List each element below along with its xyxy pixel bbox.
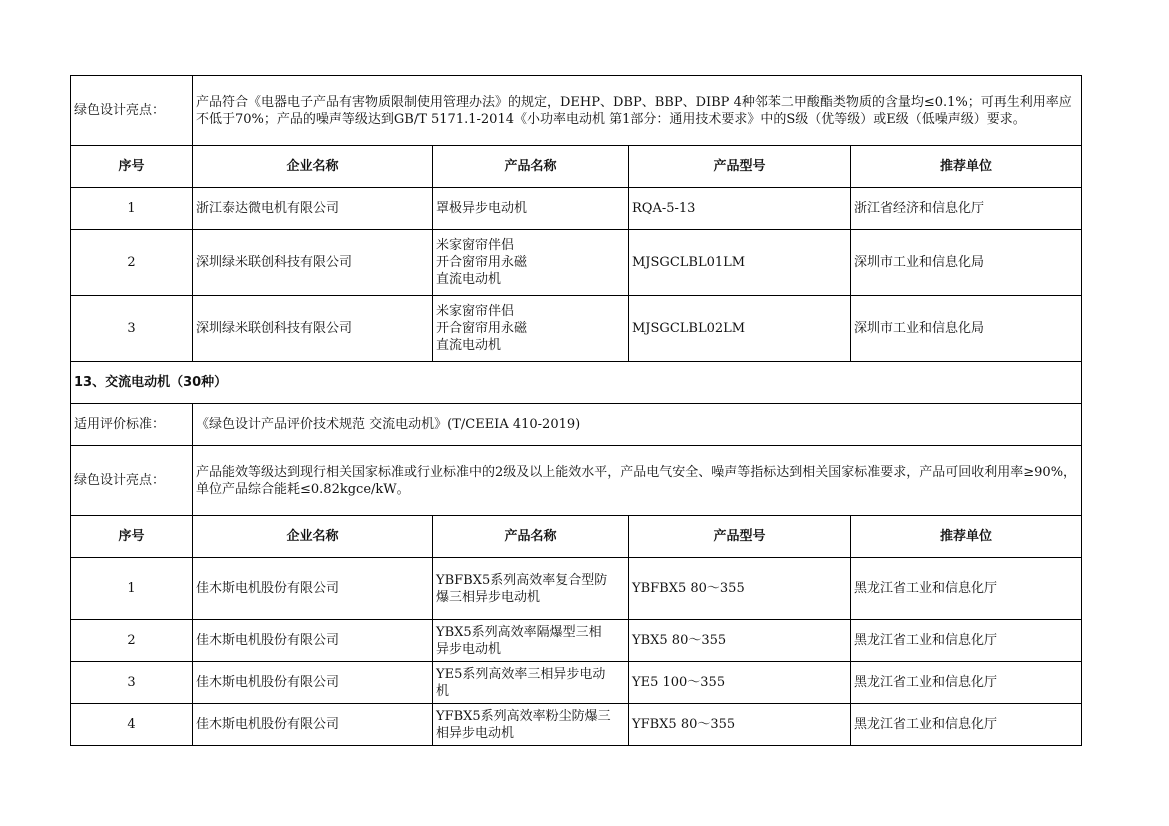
product-line: YBFBX5系列高效率复合型防 <box>436 572 608 588</box>
row-product <box>433 620 629 662</box>
highlight-row <box>71 446 1082 516</box>
product-line: 罩极异步电动机 <box>436 201 528 216</box>
header-product: 产品名称 <box>433 516 629 558</box>
table-row <box>71 704 1082 746</box>
row-product <box>433 296 629 362</box>
row-product <box>433 188 629 230</box>
header-no: 序号 <box>71 146 193 188</box>
header-company: 企业名称 <box>193 516 433 558</box>
header-no: 序号 <box>71 516 193 558</box>
row-no: 2 <box>71 620 193 662</box>
row-model: YBX5 80～355 <box>629 620 851 662</box>
header-unit: 推荐单位 <box>851 146 1082 188</box>
row-no: 3 <box>71 662 193 704</box>
section-title-row <box>71 362 1082 404</box>
row-company: 佳木斯电机股份有限公司 <box>193 662 433 704</box>
row-company: 浙江泰达微电机有限公司 <box>193 188 433 230</box>
product-line: 米家窗帘伴侣 <box>436 238 515 253</box>
product-line: 开合窗帘用永磁 <box>436 255 528 270</box>
row-unit: 黑龙江省工业和信息化厅 <box>851 620 1082 662</box>
row-unit: 黑龙江省工业和信息化厅 <box>851 704 1082 746</box>
product-line: YBX5系列高效率隔爆型三相 <box>436 624 602 640</box>
row-product <box>433 230 629 296</box>
product-line: 米家窗帘伴侣 <box>436 304 515 319</box>
row-model: MJSGCLBL01LM <box>629 230 851 296</box>
header-product: 产品名称 <box>433 146 629 188</box>
highlight-row <box>71 76 1082 146</box>
product-line: YE5系列高效率三相异步电动 <box>436 666 606 682</box>
product-line: 爆三相异步电动机 <box>436 589 541 605</box>
standard-text: 《绿色设计产品评价技术规范 交流电动机》(T/CEEIA 410-2019) <box>193 404 1082 446</box>
header-unit: 推荐单位 <box>851 516 1082 558</box>
row-model: YE5 100～355 <box>629 662 851 704</box>
standard-row <box>71 404 1082 446</box>
product-table <box>70 75 1082 746</box>
header-model: 产品型号 <box>629 146 851 188</box>
row-company: 佳木斯电机股份有限公司 <box>193 704 433 746</box>
row-product <box>433 662 629 704</box>
product-line: 机 <box>436 683 450 699</box>
row-company: 佳木斯电机股份有限公司 <box>193 558 433 620</box>
highlight-label: 绿色设计亮点： <box>71 446 193 516</box>
table-row <box>71 620 1082 662</box>
product-line: 相异步电动机 <box>436 725 515 741</box>
row-product <box>433 704 629 746</box>
row-model: YBFBX5 80～355 <box>629 558 851 620</box>
product-line: YFBX5系列高效率粉尘防爆三 <box>436 708 611 724</box>
row-no: 3 <box>71 296 193 362</box>
highlight-text: 产品能效等级达到现行相关国家标准或行业标准中的2级及以上能效水平，产品电气安全、噪声等指标达到相关国家标准要求，产品可回收利用率≥90%，单位产品综合能耗≤0.82kgce/kW。 <box>193 446 1082 516</box>
table-header-row <box>71 516 1082 558</box>
row-model: MJSGCLBL02LM <box>629 296 851 362</box>
row-no: 4 <box>71 704 193 746</box>
row-company: 佳木斯电机股份有限公司 <box>193 620 433 662</box>
standard-label: 适用评价标准： <box>71 404 193 446</box>
table-row <box>71 188 1082 230</box>
product-line: 开合窗帘用永磁 <box>436 321 528 336</box>
row-model: RQA-5-13 <box>629 188 851 230</box>
product-line: 直流电动机 <box>436 338 502 353</box>
row-unit: 深圳市工业和信息化局 <box>851 230 1082 296</box>
product-line: 直流电动机 <box>436 272 502 287</box>
table-header-row <box>71 146 1082 188</box>
highlight-label: 绿色设计亮点： <box>71 76 193 146</box>
highlight-text: 产品符合《电器电子产品有害物质限制使用管理办法》的规定，DEHP、DBP、BBP、DIBP 4种邻苯二甲酸酯类物质的含量均≤0.1%；可再生利用率应不低于70%；产品的噪声等级达到GB/T 5171.1-2014《小功率电动机 第1部分：通用技术要求》中的S级（优等级）或E级（低噪声级）要求。 <box>193 76 1082 146</box>
product-line: 异步电动机 <box>436 641 502 657</box>
table-row <box>71 230 1082 296</box>
table-row <box>71 296 1082 362</box>
row-no: 2 <box>71 230 193 296</box>
row-unit: 黑龙江省工业和信息化厅 <box>851 662 1082 704</box>
row-company: 深圳绿米联创科技有限公司 <box>193 296 433 362</box>
table-row <box>71 662 1082 704</box>
row-product <box>433 558 629 620</box>
section-title: 13、交流电动机（30种） <box>71 362 1082 404</box>
row-unit: 浙江省经济和信息化厅 <box>851 188 1082 230</box>
row-no: 1 <box>71 188 193 230</box>
row-model: YFBX5 80～355 <box>629 704 851 746</box>
row-unit: 黑龙江省工业和信息化厅 <box>851 558 1082 620</box>
header-company: 企业名称 <box>193 146 433 188</box>
table-row <box>71 558 1082 620</box>
row-no: 1 <box>71 558 193 620</box>
row-unit: 深圳市工业和信息化局 <box>851 296 1082 362</box>
row-company: 深圳绿米联创科技有限公司 <box>193 230 433 296</box>
header-model: 产品型号 <box>629 516 851 558</box>
